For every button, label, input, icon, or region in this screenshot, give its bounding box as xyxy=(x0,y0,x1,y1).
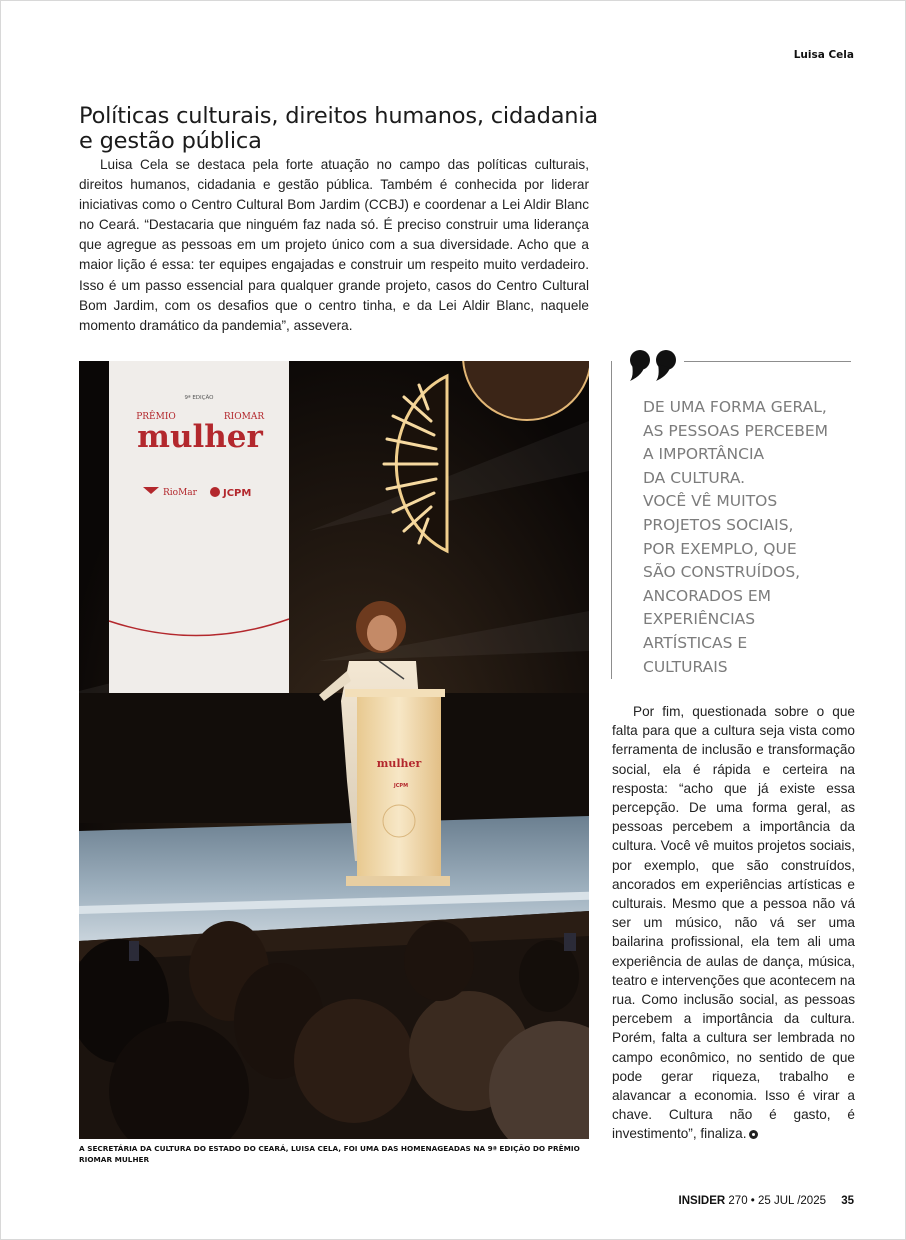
author-running-head: Luisa Cela xyxy=(793,49,854,61)
page-number: 35 xyxy=(841,1195,854,1207)
pull-quote-line: EXPERIÊNCIAS xyxy=(643,610,756,629)
page-footer xyxy=(679,1195,854,1207)
closing-paragraph xyxy=(612,702,855,1144)
svg-text:RioMar: RioMar xyxy=(163,488,197,498)
event-photo xyxy=(79,361,589,1139)
podium-mulher: mulher xyxy=(376,757,422,770)
screen-riomar: RIOMAR xyxy=(223,412,265,422)
pull-quote-line: A IMPORTÂNCIA xyxy=(643,445,765,464)
podium-jcpm: JCPM xyxy=(393,783,409,789)
podium xyxy=(345,689,450,886)
pull-quote-line: ARTÍSTICAS E xyxy=(643,633,748,652)
quote-mark-icon xyxy=(628,348,680,382)
pull-quote-line: CULTURAIS xyxy=(643,657,728,676)
pull-quote-vertical-rule xyxy=(611,361,612,679)
end-mark-icon xyxy=(749,1130,758,1139)
pull-quote-line: AS PESSOAS PERCEBEM xyxy=(643,421,829,440)
closing-paragraph-text: Por fim, questionada sobre o que falta para que a cultura seja vista como ferramenta de inclusão e transformação social, ela é rápida e certeira na resposta: “acho que já existe essa percepção. De uma forma geral, as pessoas percebem a importância da cultura. Você vê muitos projetos sociais, por exemplo, que são construídos, ancorados em experiências artísticas e culturais. Mesmo que a pessoa não vá ser um músico, não vá ser uma bailarina profissional, ela tem ali uma experiência de aulas de dança, música, teatro e intervenções que acontecem na rua. Como inclusão social, as pessoas percebem a importância da cultura. Porém, falta a cultura ser lembrada no campo econômico, no sentido de que pode gerar riqueza, trabalho e alavancar a economia. Isso é virar a chave. Cultura não é gasto, é investimento”, finaliza. xyxy=(612,704,855,1142)
pull-quote-line: DE UMA FORMA GERAL, xyxy=(643,398,827,416)
pull-quote-horizontal-rule xyxy=(684,361,851,362)
magazine-name: INSIDER xyxy=(678,1195,726,1207)
pull-quote-line: DA CULTURA. xyxy=(643,468,746,487)
screen-premio: PRÊMIO xyxy=(136,412,176,422)
pull-quote-line: VOCÊ VÊ MUITOS xyxy=(643,492,778,511)
article-headline: Políticas culturais, direitos humanos, cidadania e gestão pública xyxy=(79,103,599,154)
intro-paragraph: Luisa Cela se destaca pela forte atuação no campo das políticas culturais, direitos humanos, cidadania e gestão pública. Também é conhecida por liderar iniciativas como o Centro Cultural Bom Jardim (CCBJ) e coordenar a Lei Aldir Blanc no Ceará. “Destacaria que ninguém faz nada só. É preciso construir uma liderança que agregue as pessoas em um projeto único com a sua diversidade. Acho que a maior lição é essa: ter equipes engajadas e construir um respeito muito verdadeiro. Isso é um passo essencial para qualquer grande projeto, casos do Centro Cultural Bom Jardim, com os desafios que o centro tinha, e da Lei Aldir Blanc, naquele momento dramático da pandemia”, assevera. xyxy=(79,157,589,333)
screen-edition: 9ª EDIÇÃO xyxy=(184,395,214,401)
pull-quote-line: ANCORADOS EM xyxy=(643,586,772,605)
pull-quote xyxy=(643,396,858,679)
pull-quote-line: PROJETOS SOCIAIS, xyxy=(643,515,794,534)
photo-caption: A SECRETÁRIA DA CULTURA DO ESTADO DO CEARÁ, LUISA CELA, FOI UMA DAS HOMENAGEADAS NA 9ª EDIÇÃO DO PRÊMIO RIOMAR MULHER xyxy=(79,1144,580,1165)
stage-screen xyxy=(109,361,289,693)
svg-text:JCPM: JCPM xyxy=(223,488,252,499)
pull-quote-line: POR EXEMPLO, QUE xyxy=(643,539,797,558)
screen-mulher: mulher xyxy=(137,419,263,455)
issue-date: 270 • 25 JUL /2025 xyxy=(728,1195,826,1207)
pull-quote-line: SÃO CONSTRUÍDOS, xyxy=(643,563,801,582)
